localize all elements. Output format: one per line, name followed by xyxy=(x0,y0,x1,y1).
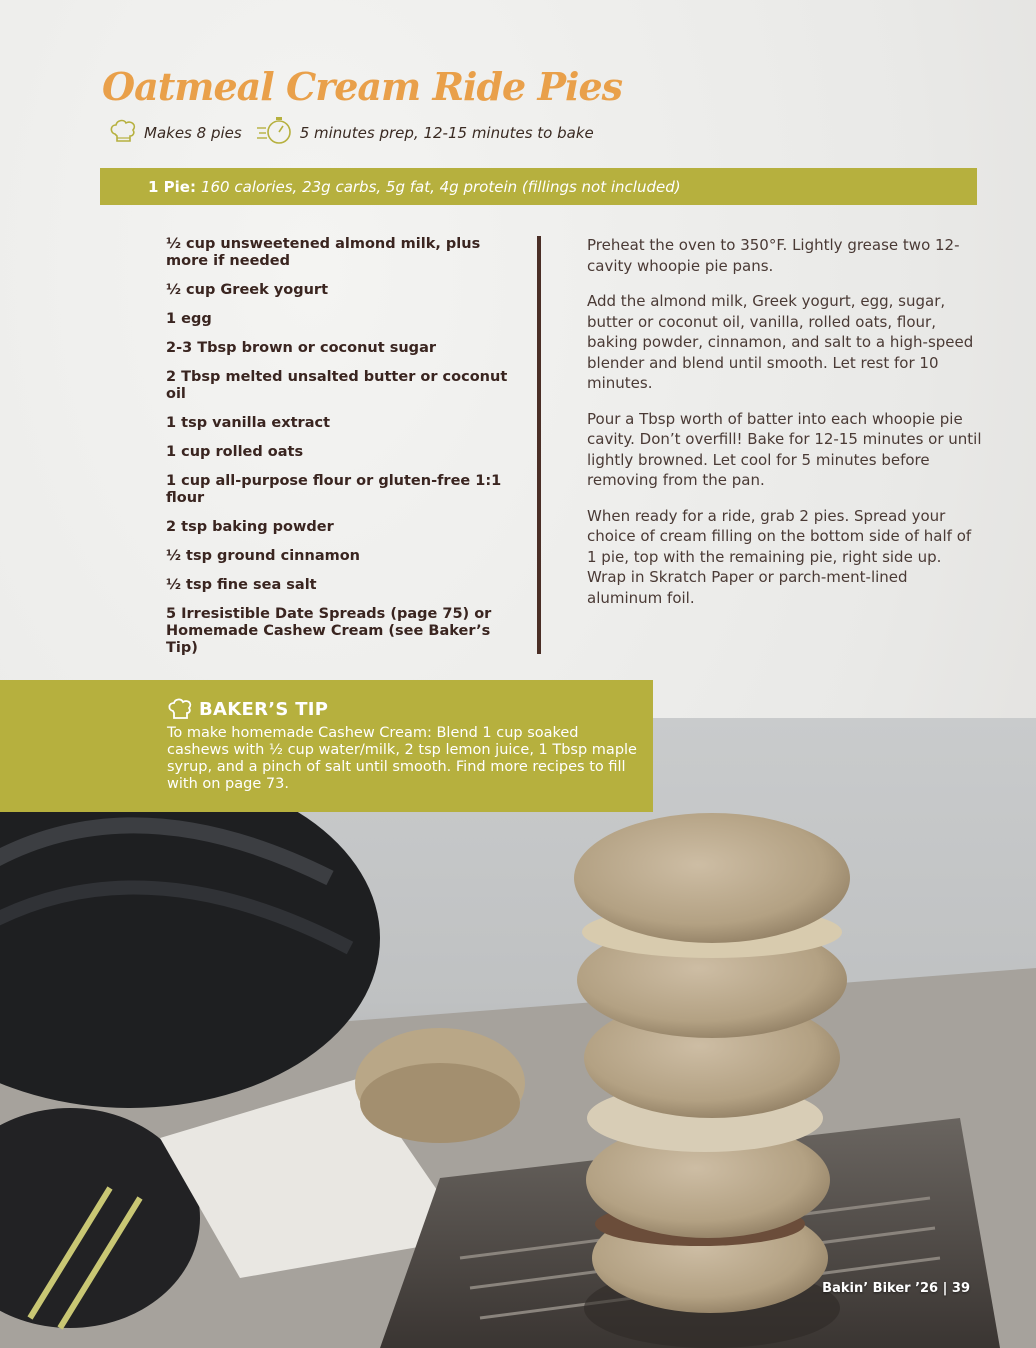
ingredient-item: 5 Irresistible Date Spreads (page 75) or Homemade Cashew Cream (see Baker’s Tip) xyxy=(166,606,492,656)
tip-heading-text: BAKER’S TIP xyxy=(199,698,329,720)
ingredient-item: ½ cup unsweetened almond milk, plus more if needed xyxy=(166,236,481,269)
tip-text: To make homemade Cashew Cream: Blend 1 cup soaked cashews with ½ cup water/milk, 2 tsp lemon juice, 1 Tbsp maple syrup, and a pinch of salt until smooth. Find more recipes to fill with on page 73. xyxy=(167,725,637,792)
cookie-stack-photo xyxy=(0,718,1036,1348)
instruction-step: Preheat the oven to 350°F. Lightly grease two 12-cavity whoopie pie pans. xyxy=(587,236,960,275)
ingredient-item: ½ cup Greek yogurt xyxy=(166,282,329,298)
tip-heading xyxy=(167,698,328,720)
chef-hat-icon xyxy=(108,117,138,149)
instruction-step: When ready for a ride, grab 2 pies. Spread your choice of cream filling on the bottom side of half of 1 pie, top with the remaining pie, right side up. Wrap in Skratch Paper or parch-ment-lined aluminum foil. xyxy=(587,506,972,607)
chef-hat-icon xyxy=(167,698,193,720)
ingredient-item: 1 cup all-purpose flour or gluten-free 1:1 flour xyxy=(166,473,502,506)
instruction-step: Pour a Tbsp worth of batter into each whoopie pie cavity. Don’t overfill! Bake for 12-15 minutes or until lightly browned. Let cool for 5 minutes before removing from the pan. xyxy=(587,409,982,489)
instruction-step: Add the almond milk, Greek yogurt, egg, sugar, butter or coconut oil, vanilla, rolled oats, flour, baking powder, cinnamon, and salt to a high-speed blender and blend until smooth. Let rest for 10 minutes. xyxy=(587,292,974,392)
ingredient-item: 2-3 Tbsp brown or coconut sugar xyxy=(166,340,436,356)
nutrition-label: 1 Pie: xyxy=(148,177,196,196)
yield-text: Makes 8 pies xyxy=(144,124,242,142)
ingredient-item: 2 Tbsp melted unsalted butter or coconut oil xyxy=(166,369,508,402)
column-divider xyxy=(537,236,541,654)
ingredient-list xyxy=(166,236,526,669)
page-footer: Bakin’ Biker ’26 | 39 xyxy=(822,1281,970,1296)
ingredient-item: 1 egg xyxy=(166,311,212,327)
bakers-tip-box xyxy=(0,680,653,812)
ingredient-item: 1 tsp vanilla extract xyxy=(166,415,331,431)
ingredient-item: 1 cup rolled oats xyxy=(166,444,304,460)
recipe-title: Oatmeal Cream Ride Pies xyxy=(102,64,623,109)
nutrition-band xyxy=(100,168,977,205)
instructions xyxy=(587,235,982,623)
stopwatch-icon xyxy=(256,116,294,150)
time-text: 5 minutes prep, 12-15 minutes to bake xyxy=(299,124,594,142)
ingredient-item: 2 tsp baking powder xyxy=(166,519,334,535)
nutrition-value: 160 calories, 23g carbs, 5g fat, 4g protein (fillings not included) xyxy=(200,177,681,196)
ingredient-item: ½ tsp fine sea salt xyxy=(166,577,317,593)
recipe-meta xyxy=(108,118,594,148)
ingredient-item: ½ tsp ground cinnamon xyxy=(166,548,361,564)
